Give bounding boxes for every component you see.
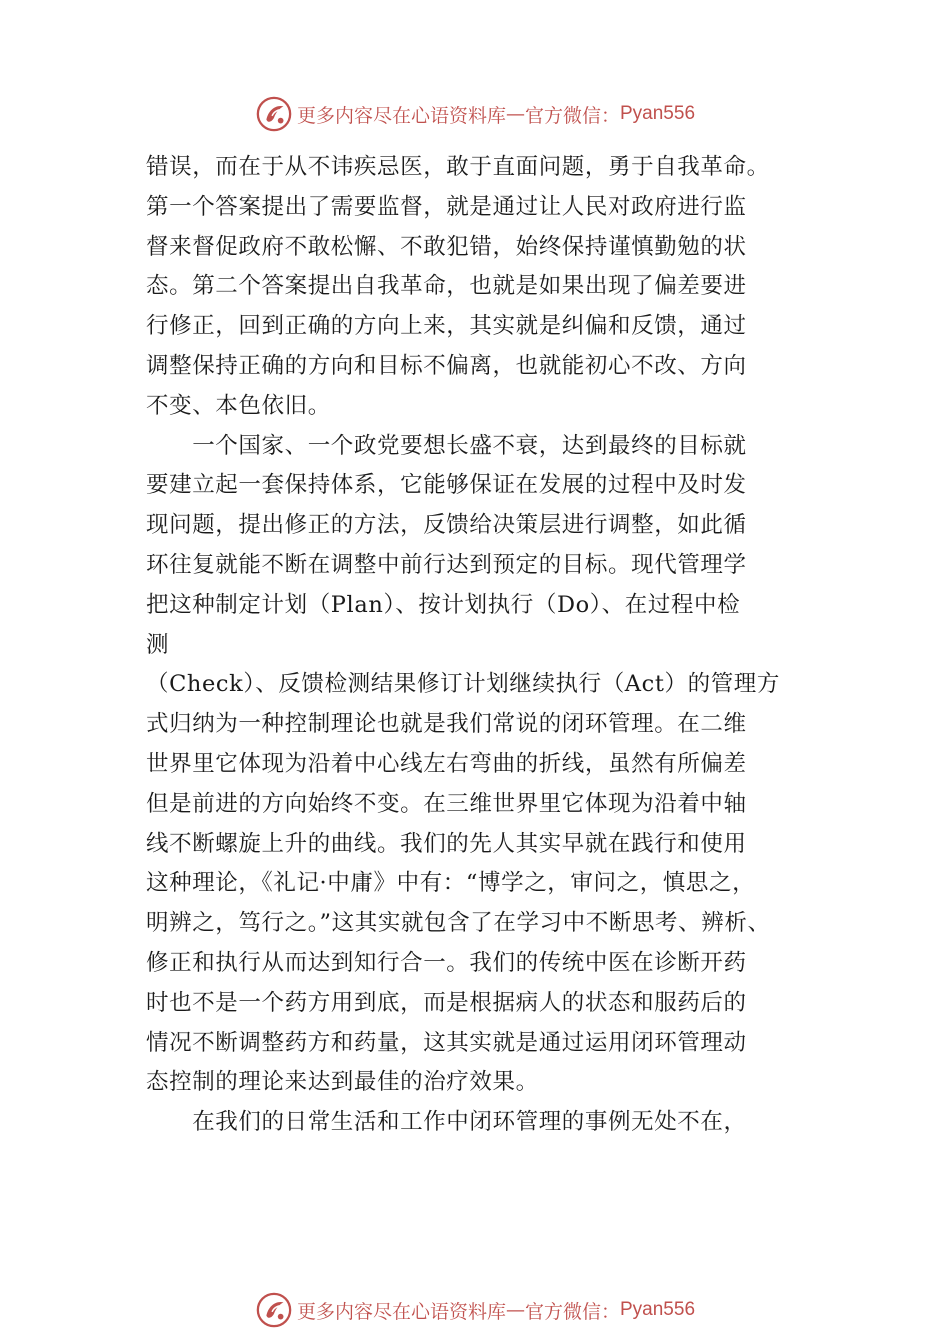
text-line: 要建立起一套保持体系，它能够保证在发展的过程中及时发 <box>146 472 747 499</box>
flower-logo-icon <box>255 1291 293 1329</box>
document-body <box>146 148 810 1143</box>
text-line: 调整保持正确的方向和目标不偏离，也就能初心不改、方向 <box>146 352 747 379</box>
text-line: 错误，而在于从不讳疾忌医，敢于直面问题，勇于自我革命。 <box>146 154 770 180</box>
banner-title: 更多内容尽在心语资料库 <box>296 1300 506 1323</box>
text-line: 修正和执行从而达到知行合一。我们的传统中医在诊断开药 <box>146 949 747 976</box>
footer-banner <box>0 1290 950 1330</box>
banner-dash: — <box>505 1299 525 1321</box>
text-line: 情况不断调整药方和药量，这其实就是通过运用闭环管理动 <box>146 1029 747 1056</box>
banner-contact-id: Pyan556 <box>620 1299 696 1320</box>
banner-title: 更多内容尽在心语资料库 <box>296 104 506 127</box>
text-line: 线不断螺旋上升的曲线。我们的先人其实早就在践行和使用 <box>146 830 747 857</box>
text-line: 态。第二个答案提出自我革命，也就是如果出现了偏差要进 <box>146 273 747 300</box>
text-line: （Check）、反馈检测结果修订计划继续执行（Act）的管理方 <box>146 671 780 698</box>
banner-dash: — <box>505 103 525 125</box>
text-line: 态控制的理论来达到最佳的治疗效果。 <box>146 1069 539 1096</box>
banner-contact-label: 官方微信： <box>524 104 620 127</box>
banner-contact-label: 官方微信： <box>524 1300 620 1323</box>
text-line: 时也不是一个药方用到底，而是根据病人的状态和服药后的 <box>146 989 747 1016</box>
flower-logo-icon <box>255 95 293 133</box>
text-line: 行修正，回到正确的方向上来，其实就是纠偏和反馈，通过 <box>146 313 747 340</box>
text-line: 在我们的日常生活和工作中闭环管理的事例无处不在， <box>146 1109 747 1136</box>
text-line: 现问题，提出修正的方法，反馈给决策层进行调整，如此循 <box>146 512 747 539</box>
banner-contact-id: Pyan556 <box>620 103 696 124</box>
text-line: 把这种制定计划（Plan）、按计划执行（Do）、在过程中检 <box>146 591 741 618</box>
text-line: 第一个答案提出了需要监督，就是通过让人民对政府进行监 <box>146 193 747 220</box>
text-line: 一个国家、一个政党要想长盛不衰，达到最终的目标就 <box>146 432 747 459</box>
text-line: 不变、本色依旧。 <box>146 392 331 419</box>
text-line: 世界里它体现为沿着中心线左右弯曲的折线，虽然有所偏差 <box>146 750 747 777</box>
text-line: 但是前进的方向始终不变。在三维世界里它体现为沿着中轴 <box>146 790 747 817</box>
text-line: 督来督促政府不敢松懈、不敢犯错，始终保持谨慎勤勉的状 <box>146 233 747 260</box>
header-banner <box>0 94 950 134</box>
text-line: 环往复就能不断在调整中前行达到预定的目标。现代管理学 <box>146 551 747 578</box>
text-line: 明辨之，笃行之。”这其实就包含了在学习中不断思考、辨析、 <box>146 910 771 937</box>
text-line: 式归纳为一种控制理论也就是我们常说的闭环管理。在二维 <box>146 711 747 738</box>
text-line: 这种理论，《礼记·中庸》中有：“博学之，审问之，慎思之， <box>146 870 756 897</box>
text-line: 测 <box>146 631 170 658</box>
